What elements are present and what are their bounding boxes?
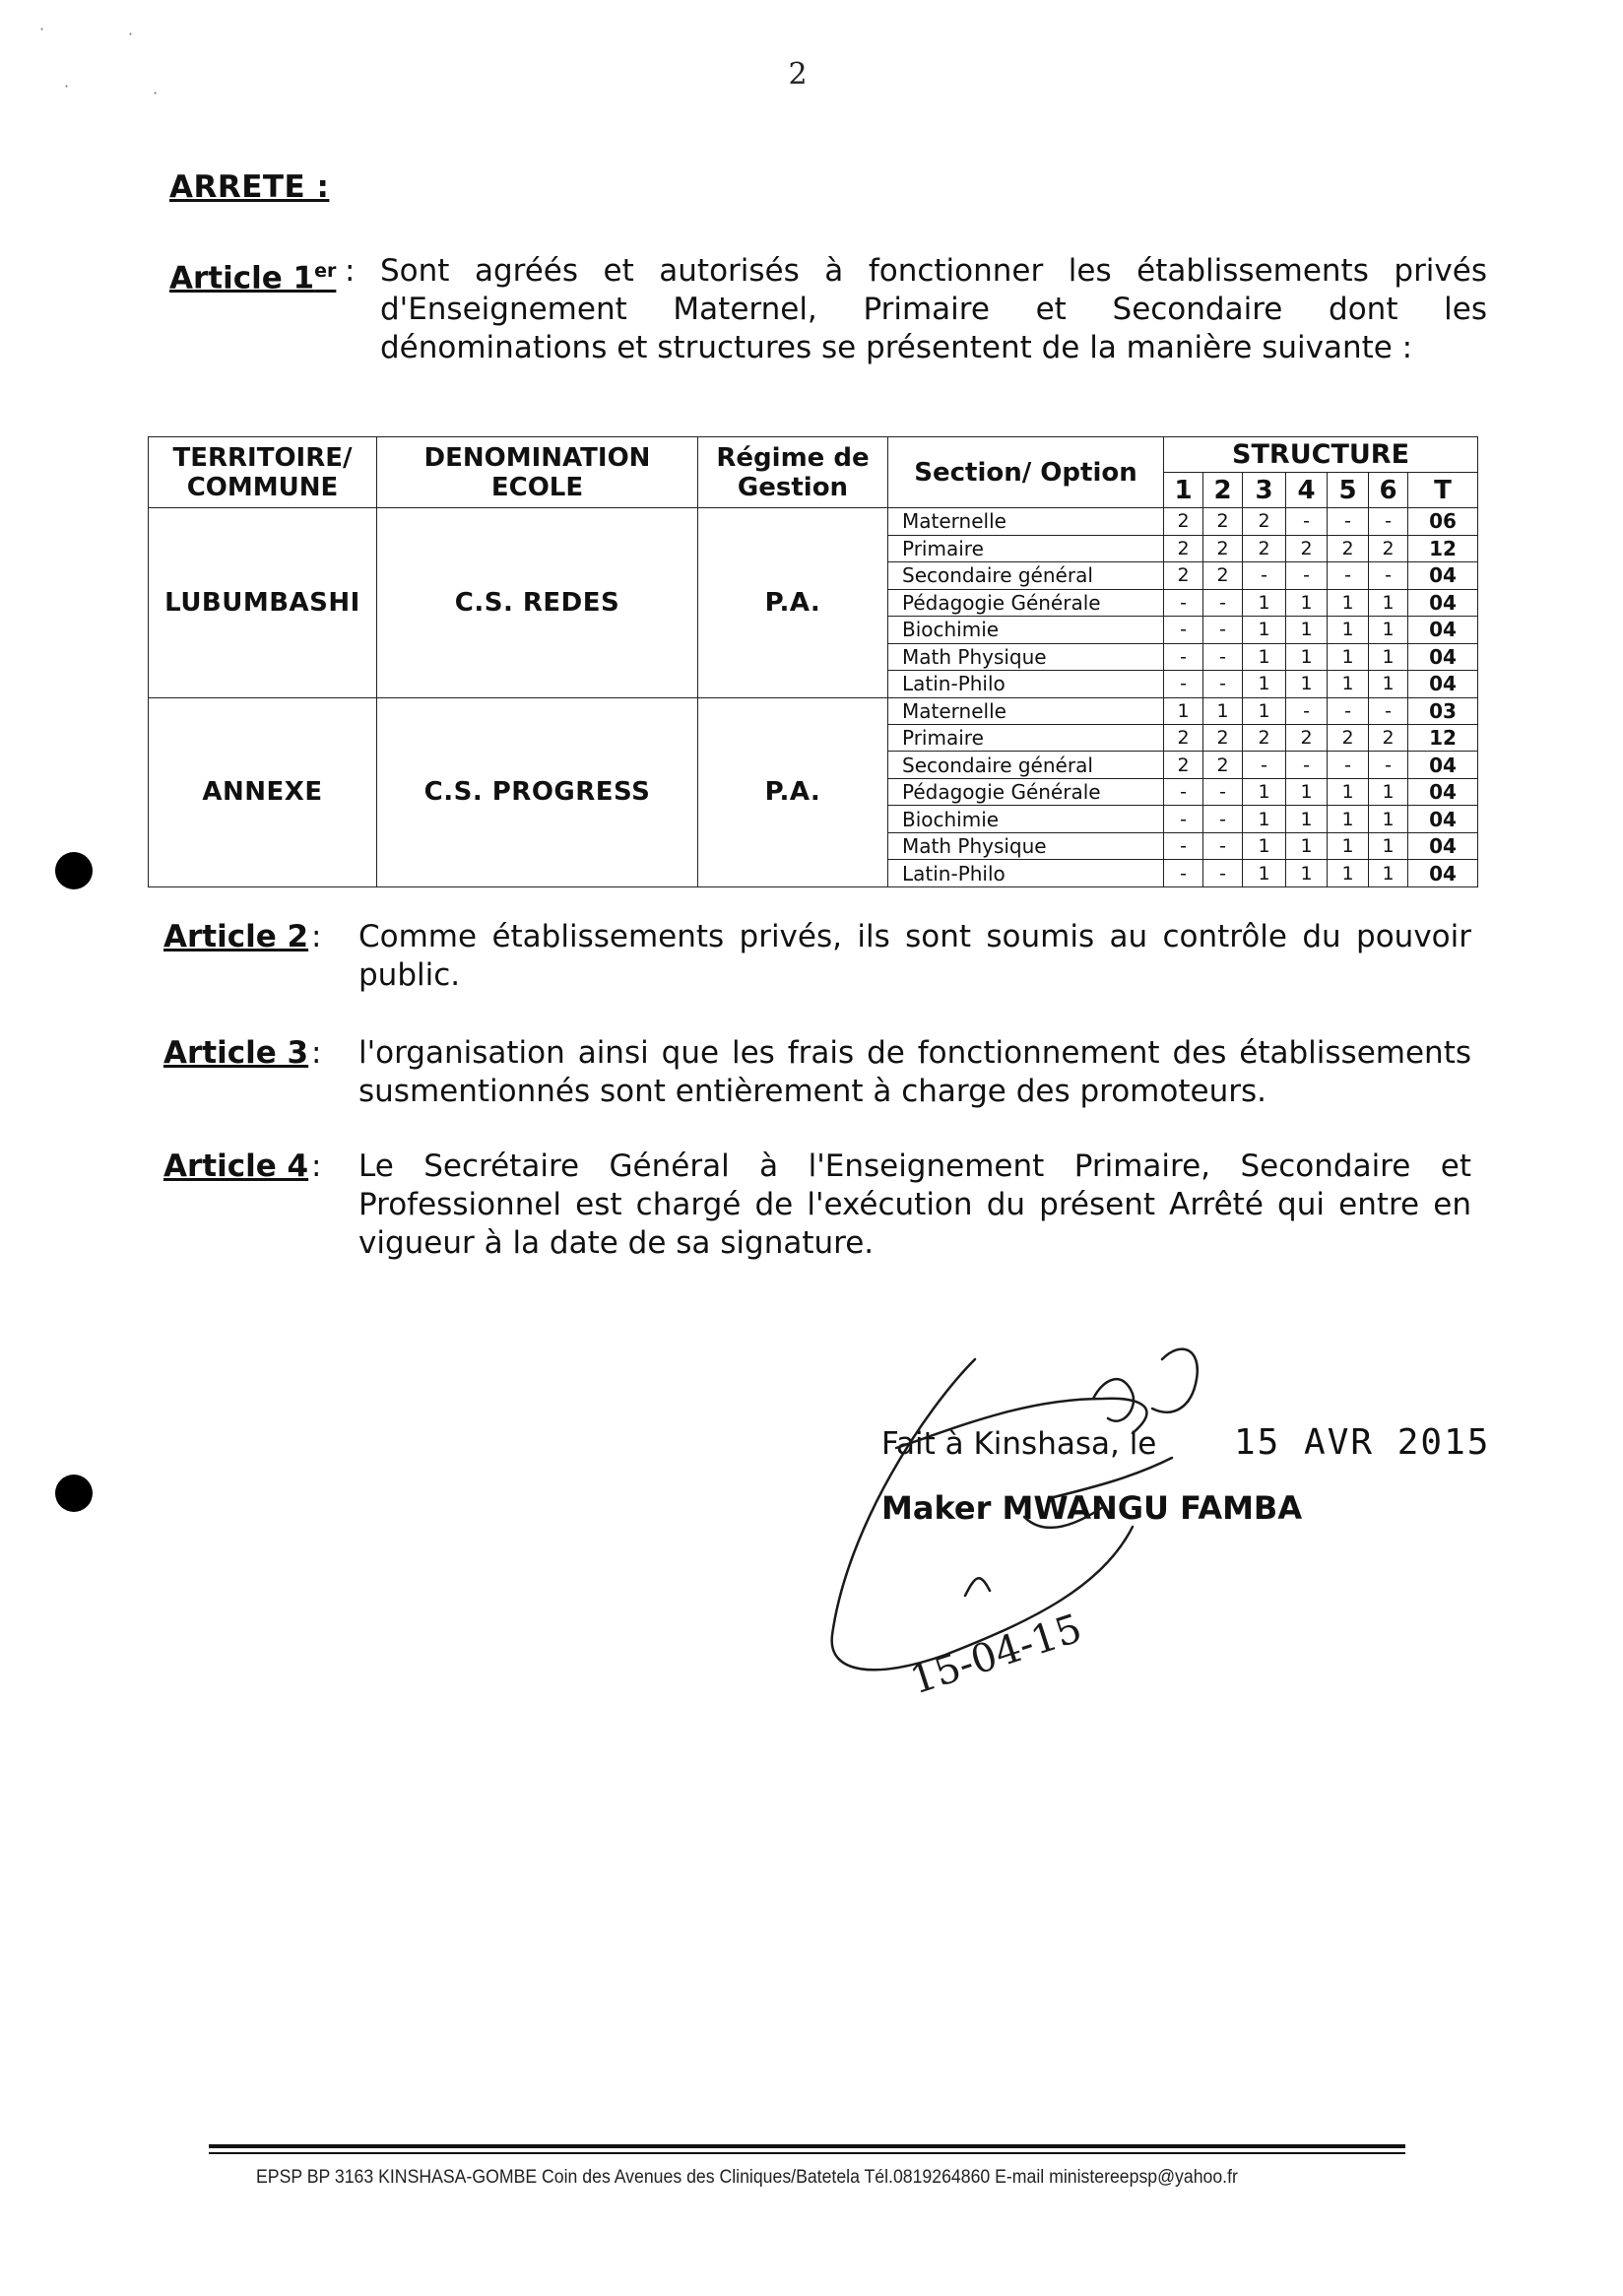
structure-value-cell: 1 — [1286, 589, 1328, 616]
structure-value-cell: - — [1328, 508, 1369, 535]
structure-value-cell: 1 — [1286, 832, 1328, 859]
handwritten-signature — [808, 1340, 1320, 1714]
structure-value-cell: - — [1286, 697, 1328, 724]
article-3-text: l'organisation ainsi que les frais de fonctionnement des établissements susmentionnés sont entièrement à charge des promoteurs. — [358, 1035, 1471, 1109]
structure-value-cell: 1 — [1369, 832, 1408, 859]
article-2 — [163, 918, 1483, 997]
structure-value-cell: - — [1164, 671, 1203, 697]
structure-value-cell: 2 — [1369, 725, 1408, 752]
article-1-text: Sont agréés et autorisés à fonctionner les établissements privés d'Enseignement Maternel, Primaire et Secondaire dont les dénominations et structures se présentent de la manière suivante : — [380, 253, 1487, 365]
structure-value-cell: 2 — [1203, 725, 1243, 752]
structure-value-cell: - — [1203, 832, 1243, 859]
option-cell: Maternelle — [888, 697, 1164, 724]
option-cell: Biochimie — [888, 806, 1164, 832]
structure-value-cell: - — [1243, 752, 1286, 778]
structure-value-cell: 2 — [1164, 508, 1203, 535]
structure-value-cell: - — [1286, 508, 1328, 535]
table-row — [149, 697, 1478, 724]
option-cell: Math Physique — [888, 832, 1164, 859]
structure-value-cell: 2 — [1243, 535, 1286, 561]
option-cell: Secondaire général — [888, 562, 1164, 589]
structure-value-cell: 1 — [1328, 806, 1369, 832]
school-name-cell: C.S. REDES — [377, 508, 698, 697]
structure-value-cell: 2 — [1203, 562, 1243, 589]
structure-value-cell: 1 — [1243, 697, 1286, 724]
structure-value-cell: 2 — [1243, 508, 1286, 535]
article-3-colon: : — [311, 1035, 322, 1071]
structure-value-cell: - — [1328, 752, 1369, 778]
option-cell: Primaire — [888, 725, 1164, 752]
structure-col-6: 6 — [1369, 473, 1408, 508]
structure-value-cell: 2 — [1203, 535, 1243, 561]
structure-col-2: 2 — [1203, 473, 1243, 508]
scan-speck: · — [39, 20, 45, 38]
structure-table — [148, 436, 1478, 887]
structure-value-cell: 1 — [1243, 778, 1286, 805]
structure-value-cell: 1 — [1243, 671, 1286, 697]
structure-value-cell: - — [1203, 860, 1243, 887]
total-cell: 04 — [1408, 562, 1478, 589]
structure-col-3: 3 — [1243, 473, 1286, 508]
structure-value-cell: 2 — [1164, 752, 1203, 778]
structure-value-cell: 1 — [1328, 832, 1369, 859]
article-1-label: Article 1er — [169, 260, 337, 296]
total-cell: 12 — [1408, 535, 1478, 561]
article-4-colon: : — [311, 1148, 322, 1184]
decree-heading: ARRETE : — [169, 169, 330, 205]
article-1-colon: : — [345, 253, 356, 289]
school-name-cell: C.S. PROGRESS — [377, 697, 698, 886]
structure-value-cell: - — [1369, 508, 1408, 535]
structure-value-cell: - — [1286, 752, 1328, 778]
structure-value-cell: - — [1203, 589, 1243, 616]
structure-value-cell: 1 — [1369, 671, 1408, 697]
structure-value-cell: 2 — [1328, 725, 1369, 752]
structure-value-cell: 1 — [1369, 806, 1408, 832]
signature-place: Fait à Kinshasa, le — [881, 1426, 1157, 1462]
scan-speck: · — [153, 84, 159, 102]
structure-value-cell: - — [1203, 643, 1243, 670]
article-2-label: Article 2 — [163, 919, 309, 954]
structure-value-cell: 1 — [1328, 617, 1369, 643]
structure-value-cell: 1 — [1328, 643, 1369, 670]
total-cell: 06 — [1408, 508, 1478, 535]
scan-speck: · — [64, 77, 70, 96]
total-cell: 04 — [1408, 671, 1478, 697]
structure-value-cell: - — [1164, 832, 1203, 859]
structure-value-cell: 1 — [1286, 778, 1328, 805]
article-4-text: Le Secrétaire Général à l'Enseignement Primaire, Secondaire et Professionnel est chargé de l'exécution du présent Arrêté qui entre en vigueur à la date de sa signature. — [358, 1148, 1471, 1261]
structure-value-cell: 1 — [1286, 643, 1328, 670]
structure-value-cell: 1 — [1243, 806, 1286, 832]
structure-value-cell: 1 — [1328, 860, 1369, 887]
structure-col-t: T — [1408, 473, 1478, 508]
structure-value-cell: - — [1164, 778, 1203, 805]
structure-value-cell: 1 — [1369, 778, 1408, 805]
structure-value-cell: 1 — [1369, 643, 1408, 670]
structure-value-cell: 1 — [1328, 589, 1369, 616]
structure-value-cell: 1 — [1328, 671, 1369, 697]
structure-value-cell: - — [1203, 806, 1243, 832]
header-regime: Régime de Gestion — [698, 437, 888, 508]
footer-address: EPSP BP 3163 KINSHASA-GOMBE Coin des Avenues des Cliniques/Batetela Tél.0819264860 E-mail ministereepsp@yahoo.fr — [256, 2167, 1238, 2188]
structure-value-cell: 1 — [1164, 697, 1203, 724]
total-cell: 04 — [1408, 806, 1478, 832]
structure-value-cell: 2 — [1164, 562, 1203, 589]
total-cell: 04 — [1408, 752, 1478, 778]
structure-value-cell: - — [1164, 860, 1203, 887]
structure-value-cell: - — [1203, 617, 1243, 643]
structure-value-cell: 1 — [1243, 617, 1286, 643]
article-4-label: Article 4 — [163, 1148, 309, 1184]
structure-value-cell: - — [1328, 697, 1369, 724]
structure-value-cell: 2 — [1369, 535, 1408, 561]
article-3-label: Article 3 — [163, 1035, 309, 1071]
total-cell: 12 — [1408, 725, 1478, 752]
total-cell: 04 — [1408, 589, 1478, 616]
structure-value-cell: 2 — [1328, 535, 1369, 561]
header-denomination: DENOMINATION ECOLE — [377, 437, 698, 508]
structure-value-cell: - — [1243, 562, 1286, 589]
total-cell: 04 — [1408, 617, 1478, 643]
structure-value-cell: 2 — [1164, 725, 1203, 752]
binder-hole-mark — [55, 1475, 93, 1512]
handwritten-date: 15-04-15 — [904, 1606, 1088, 1704]
structure-value-cell: 1 — [1286, 860, 1328, 887]
structure-value-cell: - — [1369, 752, 1408, 778]
header-structure: STRUCTURE — [1164, 437, 1478, 473]
structure-value-cell: 2 — [1203, 752, 1243, 778]
structure-value-cell: - — [1164, 617, 1203, 643]
structure-value-cell: - — [1369, 697, 1408, 724]
structure-value-cell: - — [1164, 643, 1203, 670]
structure-value-cell: 1 — [1369, 589, 1408, 616]
signatory-name: Maker MWANGU FAMBA — [881, 1489, 1303, 1527]
option-cell: Secondaire général — [888, 752, 1164, 778]
structure-value-cell: 1 — [1286, 617, 1328, 643]
structure-value-cell: 1 — [1369, 860, 1408, 887]
structure-col-4: 4 — [1286, 473, 1328, 508]
structure-value-cell: - — [1164, 806, 1203, 832]
structure-value-cell: 2 — [1286, 535, 1328, 561]
total-cell: 04 — [1408, 832, 1478, 859]
structure-col-1: 1 — [1164, 473, 1203, 508]
structure-value-cell: 1 — [1203, 697, 1243, 724]
footer-rule — [209, 2144, 1405, 2148]
structure-value-cell: - — [1164, 589, 1203, 616]
structure-value-cell: 1 — [1243, 643, 1286, 670]
article-2-text: Comme établissements privés, ils sont soumis au contrôle du pouvoir public. — [358, 919, 1471, 993]
structure-value-cell: 2 — [1164, 535, 1203, 561]
article-1 — [169, 252, 1489, 370]
article-4 — [163, 1148, 1483, 1266]
structure-value-cell: 2 — [1243, 725, 1286, 752]
total-cell: 04 — [1408, 860, 1478, 887]
binder-hole-mark — [55, 852, 93, 889]
option-cell: Primaire — [888, 535, 1164, 561]
article-3 — [163, 1034, 1483, 1113]
structure-value-cell: 1 — [1243, 832, 1286, 859]
article-2-colon: : — [311, 919, 322, 954]
territoire-cell: LUBUMBASHI — [149, 508, 377, 697]
header-territoire: TERRITOIRE/ COMMUNE — [149, 437, 377, 508]
structure-value-cell: 1 — [1328, 778, 1369, 805]
option-cell: Pédagogie Générale — [888, 778, 1164, 805]
structure-value-cell: - — [1203, 778, 1243, 805]
option-cell: Latin-Philo — [888, 860, 1164, 887]
structure-value-cell: - — [1369, 562, 1408, 589]
structure-value-cell: 1 — [1243, 589, 1286, 616]
total-cell: 04 — [1408, 643, 1478, 670]
scan-speck: · — [128, 25, 134, 43]
option-cell: Maternelle — [888, 508, 1164, 535]
table-row — [149, 508, 1478, 535]
structure-value-cell: - — [1328, 562, 1369, 589]
option-cell: Latin-Philo — [888, 671, 1164, 697]
territoire-cell: ANNEXE — [149, 697, 377, 886]
total-cell: 03 — [1408, 697, 1478, 724]
option-cell: Math Physique — [888, 643, 1164, 670]
structure-value-cell: - — [1203, 671, 1243, 697]
structure-value-cell: 1 — [1286, 671, 1328, 697]
structure-value-cell: 2 — [1286, 725, 1328, 752]
option-cell: Pédagogie Générale — [888, 589, 1164, 616]
total-cell: 04 — [1408, 778, 1478, 805]
regime-cell: P.A. — [698, 697, 888, 886]
regime-cell: P.A. — [698, 508, 888, 697]
signature-date-stamp: 15 AVR 2015 — [1234, 1422, 1491, 1463]
header-section: Section/ Option — [888, 437, 1164, 508]
page-number: 2 — [788, 57, 808, 92]
structure-value-cell: 1 — [1369, 617, 1408, 643]
option-cell: Biochimie — [888, 617, 1164, 643]
structure-value-cell: - — [1286, 562, 1328, 589]
structure-value-cell: 1 — [1243, 860, 1286, 887]
structure-value-cell: 1 — [1286, 806, 1328, 832]
structure-value-cell: 2 — [1203, 508, 1243, 535]
structure-col-5: 5 — [1328, 473, 1369, 508]
footer-rule — [209, 2152, 1405, 2154]
